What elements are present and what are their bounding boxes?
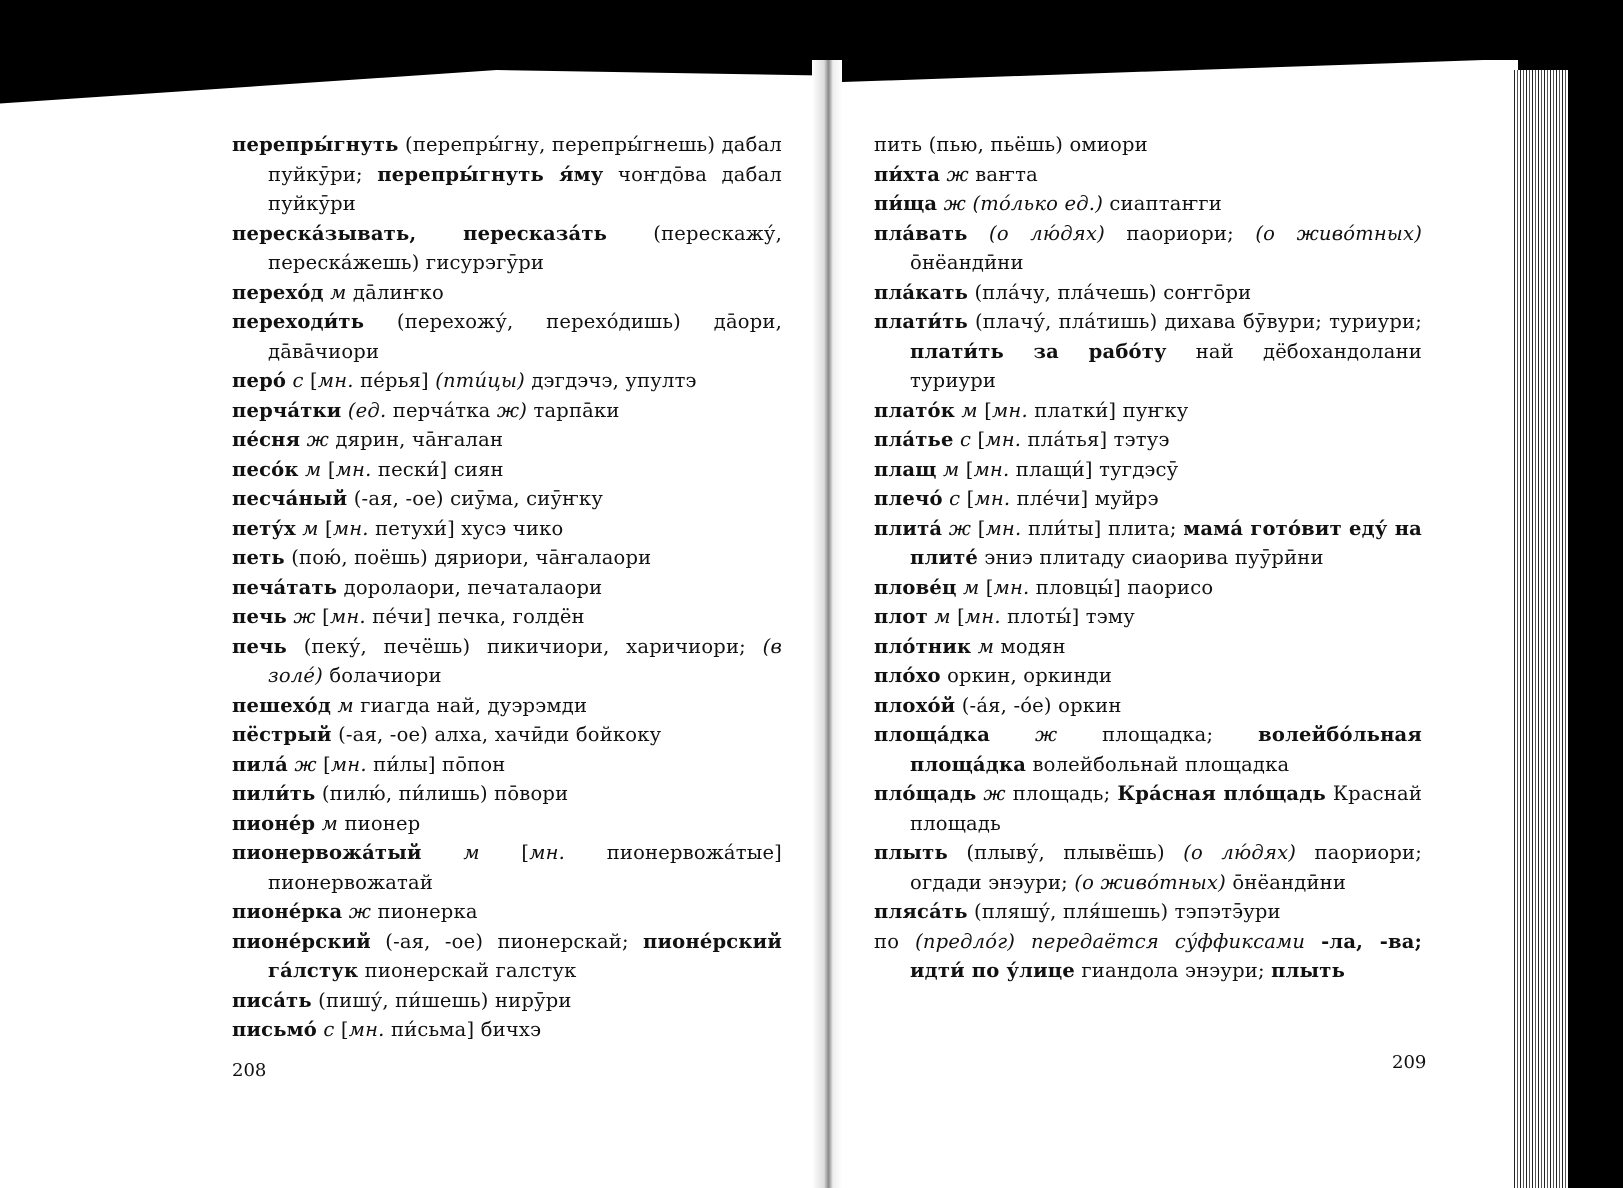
dictionary-entry <box>232 484 782 514</box>
grammar-note: м <box>956 575 980 599</box>
translation-text: (пою́, поёшь) дяриори, чāҥалаори <box>284 546 652 569</box>
dictionary-entry <box>874 573 1422 603</box>
translation-text: гиандола энэури; <box>1074 959 1272 982</box>
translation-text: (пеку́, печёшь) пикичиори, харичиори; <box>287 634 763 658</box>
grammar-note: ж <box>342 900 372 923</box>
grammar-note: мн. <box>974 487 1011 510</box>
dictionary-entry <box>232 366 782 396</box>
headword: пло́хо <box>874 664 941 687</box>
dictionary-entry <box>874 455 1422 485</box>
dictionary-entry <box>874 779 1422 838</box>
translation-text: доролаори, печаталаори <box>337 575 603 599</box>
headword: Кра́сная пло́щадь <box>1117 782 1326 805</box>
grammar-note: (ед. <box>341 398 387 422</box>
headword: плати́ть за рабо́ту <box>910 339 1167 363</box>
dictionary-entry <box>874 897 1422 927</box>
headword: печь <box>232 605 287 628</box>
translation-text: [ <box>971 428 986 451</box>
headword: переска́зывать, пересказа́ть <box>232 221 608 245</box>
translation-text: (-ая, -ое) пионерскай; <box>370 929 644 953</box>
translation-text: сиаптаҥги <box>1103 192 1222 215</box>
translation-text: (перехожу́, перехо́дишь) дāори, дāвāчиори <box>268 310 782 363</box>
translation-text: (перепры́гну, перепры́гнешь) дабал пуйкӯри; <box>268 133 782 186</box>
translation-text: паориори; огдади энэури; <box>910 841 1422 894</box>
translation-text: пли́ты] плита; <box>1021 516 1184 540</box>
translation-text: модян <box>994 634 1066 658</box>
headword: пионе́р <box>232 811 316 835</box>
translation-text: гиагда най, дуэрэмди <box>353 693 588 717</box>
grammar-note: мн. <box>348 1018 385 1041</box>
dictionary-entry <box>232 897 782 927</box>
translation-text: пионер <box>338 811 421 835</box>
dictionary-entry <box>874 278 1422 308</box>
grammar-note: мн. <box>964 605 1001 628</box>
translation-text: ōнёандӣни <box>1225 870 1347 894</box>
dictionary-entry <box>232 927 782 986</box>
translation-text: пле́чи] муйрэ <box>1010 487 1159 510</box>
translation-text: [ <box>303 369 318 392</box>
grammar-note: с <box>317 1018 335 1041</box>
headword: пёстрый <box>232 723 332 746</box>
headword: плыть <box>874 841 948 864</box>
grammar-note: (предло́г) передаётся су́ффиксами <box>915 929 1322 953</box>
grammar-note: ж <box>300 428 329 451</box>
headword: плато́к <box>874 398 956 422</box>
translation-text: (плыву́, плывёшь) <box>947 841 1184 864</box>
dictionary-entry <box>232 307 782 366</box>
grammar-note: с <box>953 428 972 451</box>
translation-text: [ <box>977 398 993 422</box>
dictionary-entry <box>232 779 782 809</box>
grammar-note: (о живо́тных) <box>1255 221 1423 245</box>
translation-text: дярин, чāҥалан <box>329 428 504 451</box>
grammar-note: мн. <box>317 369 354 392</box>
translation-text: (пишу́, пи́шешь) нирӯри <box>311 988 572 1012</box>
grammar-note: ж) <box>496 398 528 422</box>
grammar-note: (в золе́) <box>268 634 782 687</box>
translation-text: [ <box>950 605 965 628</box>
dictionary-entry <box>232 573 782 603</box>
headword: плати́ть <box>874 310 968 333</box>
translation-text: дэгдэчэ, упултэ <box>524 369 697 392</box>
headword: плот <box>874 605 928 628</box>
translation-text: пи́лы] пōпон <box>366 752 506 776</box>
dictionary-entry <box>232 543 782 573</box>
dictionary-entry <box>232 455 782 485</box>
headword: пла́вать <box>874 221 968 245</box>
grammar-note: м <box>927 605 951 628</box>
headword: пионе́рка <box>232 900 343 923</box>
headword: перча́тки <box>232 398 342 422</box>
grammar-note: мн. <box>335 457 372 481</box>
headword: перепры́гнуть <box>232 133 399 156</box>
headword: мама́ гото́вит еду́ на плите́ <box>910 516 1423 569</box>
grammar-note: мн. <box>985 428 1022 451</box>
dictionary-entry <box>232 130 782 219</box>
grammar-note: с <box>942 487 961 510</box>
headword: переходи́ть <box>232 310 365 333</box>
grammar-note: м <box>295 516 319 540</box>
headword: песча́ный <box>232 487 348 510</box>
translation-text: пионервожа́тые] пионервожатай <box>268 841 782 894</box>
translation-text: [ <box>316 752 331 776</box>
translation-text: пить (пью, пьёшь) омиори <box>874 133 1148 156</box>
dictionary-entry <box>874 425 1422 455</box>
headword: плыть <box>1271 959 1346 982</box>
dictionary-entry <box>874 219 1422 278</box>
grammar-note: м <box>298 457 322 481</box>
grammar-note: (о лю́дях) <box>967 221 1105 245</box>
translation-text: ваҥта <box>968 162 1038 186</box>
headword: писа́ть <box>232 988 312 1012</box>
translation-text: болачиори <box>322 664 442 687</box>
translation-text: петухи́] хусэ чико <box>368 516 564 540</box>
dictionary-entry <box>232 632 782 691</box>
grammar-note: ж <box>287 752 317 776</box>
dictionary-entry <box>874 396 1422 426</box>
translation-text: пе́чи] печка, голдён <box>365 605 585 628</box>
headword: плясáть <box>874 900 968 923</box>
headword: пионервожа́тый <box>232 841 422 864</box>
headword: пи́ща <box>874 192 938 215</box>
headword: пешехо́д <box>232 693 332 717</box>
dictionary-entry <box>874 661 1422 691</box>
translation-text: (пляшу́, пля́шешь) тэпэтэ̄ури <box>967 900 1281 923</box>
dictionary-entry <box>874 130 1422 160</box>
translation-text: площадь; <box>1005 782 1118 805</box>
headword: пила́ <box>232 752 288 776</box>
grammar-note: ж <box>942 516 972 540</box>
book-gutter <box>812 60 842 1188</box>
headword: перепры́гнуть я́му <box>377 162 604 186</box>
headword: -ла, -ва; <box>1321 929 1422 953</box>
translation-text: чоҥдōва дабал пуйкӯри <box>268 162 782 215</box>
dictionary-entry <box>874 602 1422 632</box>
grammar-note: м <box>315 811 339 835</box>
dictionary-entry <box>232 750 782 780</box>
translation-text: [ <box>979 575 994 599</box>
headword: плохо́й <box>874 693 956 717</box>
grammar-note: м <box>955 398 978 422</box>
grammar-note: ж <box>287 605 316 628</box>
grammar-note: ж <box>976 782 1006 805</box>
grammar-note: ж <box>940 162 969 186</box>
translation-text: (пилю́, пи́лишь) пōвори <box>315 782 569 805</box>
translation-text: пески́] сиян <box>371 457 504 481</box>
headword: плащ <box>874 457 937 481</box>
headword: пло́тник <box>874 634 972 658</box>
grammar-note: м <box>323 280 347 304</box>
grammar-note: м <box>936 457 960 481</box>
translation-text: [ <box>479 841 530 864</box>
dictionary-entry <box>874 927 1422 986</box>
dictionary-entry <box>232 602 782 632</box>
translation-text: пе́рья] <box>353 369 436 392</box>
translation-text: оркин, оркинди <box>940 664 1113 687</box>
translation-text: по <box>874 929 916 953</box>
dictionary-entry <box>232 425 782 455</box>
grammar-note: мн. <box>529 841 566 864</box>
grammar-note: м <box>421 841 480 864</box>
dictionary-entry <box>232 838 782 897</box>
dictionary-entry <box>874 514 1422 573</box>
translation-text: (-ая, -ое) алха, хачӣди бойкоку <box>331 723 662 746</box>
translation-text: пионерка <box>371 900 478 923</box>
translation-text: платки́] пуҥку <box>1027 398 1189 422</box>
translation-text: (пла́чу, пла́чешь) соҥгōри <box>968 280 1252 304</box>
translation-text: [ <box>321 457 336 481</box>
dictionary-entry <box>232 219 782 278</box>
headword: плита́ <box>874 516 943 540</box>
dictionary-entry <box>232 809 782 839</box>
headword: перо́ <box>232 369 287 392</box>
grammar-note: мн. <box>985 516 1022 540</box>
grammar-note: мн. <box>973 457 1010 481</box>
translation-text: [ <box>971 516 986 540</box>
headword: письмо́ <box>232 1018 317 1041</box>
grammar-note: мн. <box>992 398 1028 422</box>
translation-text: (-а́я, -о́е) оркин <box>955 693 1122 717</box>
dictionary-entry <box>232 514 782 544</box>
headword: пло́щадь <box>874 782 977 805</box>
grammar-note: ж <box>990 723 1058 746</box>
dictionary-entry <box>874 189 1422 219</box>
translation-text: волейбольнай площадка <box>1026 752 1290 776</box>
translation-text: тарпāки <box>527 398 620 422</box>
translation-text: паориори; <box>1104 221 1256 245</box>
dictionary-entry <box>232 396 782 426</box>
translation-text: най дёбохандолани туриури <box>910 339 1422 392</box>
translation-text: (плачу́, пла́тишь) дихава бӯвури; туриури; <box>967 310 1422 333</box>
headword: плове́ц <box>874 575 957 599</box>
translation-text: пи́сьма] бичхэ <box>384 1018 542 1041</box>
page-number-right: 209 <box>1392 1052 1427 1073</box>
headword: пла́кать <box>874 280 969 304</box>
translation-text: [ <box>334 1018 349 1041</box>
grammar-note: ж (то́лько ед.) <box>937 192 1104 215</box>
dictionary-entry <box>874 691 1422 721</box>
translation-text: пла́тья] тэтуэ <box>1021 428 1170 451</box>
grammar-note: м <box>971 634 995 658</box>
dictionary-entry <box>232 278 782 308</box>
headword: печа́тать <box>232 575 338 599</box>
translation-text: пловцы́] паорисо <box>1029 575 1214 599</box>
left-column <box>232 130 782 1045</box>
translation-text: перча́тка <box>386 398 497 422</box>
translation-text: ōнёандӣни <box>910 251 1024 274</box>
translation-text: [ <box>960 487 975 510</box>
translation-text: [ <box>959 457 974 481</box>
translation-text: пионерскай галстук <box>358 959 577 982</box>
translation-text: (перескажу́, переска́жешь) гисурэгӯри <box>268 221 782 274</box>
headword: волейбо́льная площа́дка <box>910 723 1422 776</box>
translation-text: Краснай площадь <box>910 782 1423 835</box>
translation-text: плоты́] тэму <box>1000 605 1135 628</box>
grammar-note: мн. <box>993 575 1030 599</box>
headword: пили́ть <box>232 782 316 805</box>
grammar-note: м <box>331 693 354 717</box>
headword: перехо́д <box>232 280 324 304</box>
right-column <box>874 130 1422 986</box>
dictionary-entry <box>232 1015 782 1045</box>
headword: петь <box>232 546 285 569</box>
dictionary-entry <box>874 160 1422 190</box>
dictionary-entry <box>232 691 782 721</box>
translation-text: [ <box>318 516 333 540</box>
grammar-note: с <box>286 369 304 392</box>
translation-text: плащи́] тугдэсӯ <box>1009 457 1179 481</box>
dictionary-entry <box>232 986 782 1016</box>
dictionary-entry <box>874 484 1422 514</box>
grammar-note: мн. <box>332 516 369 540</box>
translation-text: (-ая, -ое) сиӯма, сиӯҥку <box>347 487 603 510</box>
headword: площа́дка <box>874 723 991 746</box>
dictionary-entry <box>874 838 1422 897</box>
dictionary-entry <box>232 720 782 750</box>
headword: пету́х <box>232 516 296 540</box>
grammar-note: (о лю́дях) <box>1183 841 1297 864</box>
page-edges <box>1512 70 1568 1188</box>
grammar-note: мн. <box>329 605 366 628</box>
headword: пла́тье <box>874 428 954 451</box>
translation-text: [ <box>315 605 330 628</box>
grammar-note: (пти́цы) <box>435 369 525 392</box>
headword: печь <box>232 634 287 658</box>
headword: пионе́рский <box>232 929 371 953</box>
translation-text: эниэ плитаду сиаорива пуӯрӣни <box>977 546 1324 569</box>
headword: пионе́рский га́лстук <box>268 929 782 982</box>
dictionary-entry <box>874 632 1422 662</box>
grammar-note: мн. <box>330 752 367 776</box>
headword: пе́сня <box>232 428 301 451</box>
translation-text: площадка; <box>1057 723 1259 746</box>
headword: песо́к <box>232 457 299 481</box>
dictionary-entry <box>874 720 1422 779</box>
headword: идти́ по у́лице <box>910 959 1075 982</box>
grammar-note: (о живо́тных) <box>1074 870 1226 894</box>
translation-text: дāлиҥко <box>346 280 444 304</box>
dictionary-entry <box>874 307 1422 396</box>
headword: пи́хта <box>874 162 941 186</box>
headword: плечо́ <box>874 487 943 510</box>
page-number-left: 208 <box>232 1060 267 1081</box>
